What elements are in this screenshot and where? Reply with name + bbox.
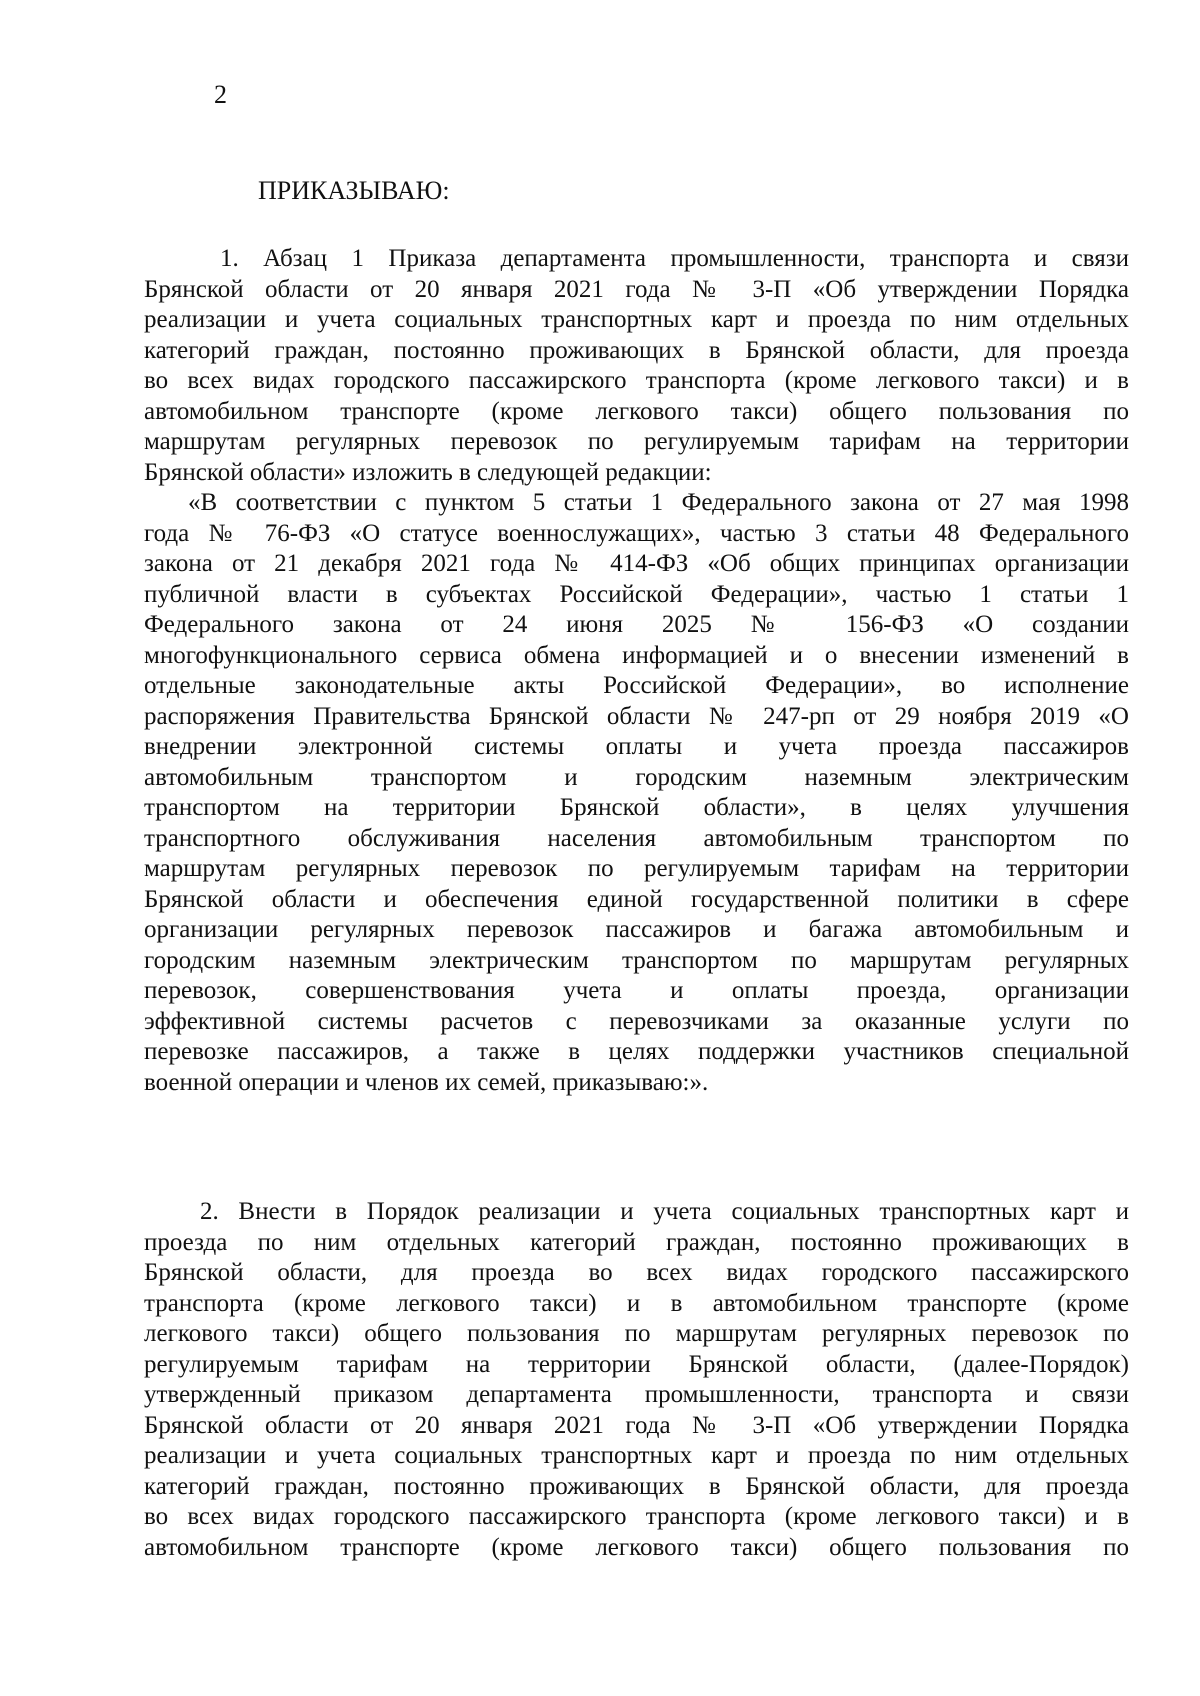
quoted-paragraph-line: года № 76-ФЗ «О статусе военнослужащих», частью 3 статьи 48 Федерального [144, 519, 1129, 547]
quoted-paragraph-line: автомобильным транспортом и городским наземным электрическим [144, 763, 1129, 791]
quoted-paragraph-line: Федерального закона от 24 июня 2025 № 156-ФЗ «О создании [144, 611, 1129, 638]
quoted-paragraph-line: транспортного обслуживания населения автомобильным транспортом по [144, 824, 1129, 852]
quoted-paragraph-line: «В соответствии с пунктом 5 статьи 1 Федерального закона от 27 мая 1998 [188, 489, 1129, 516]
quoted-paragraph-line: организации регулярных перевозок пассажиров и багажа автомобильным и [144, 916, 1129, 943]
item-1-line: 1. Абзац 1 Приказа департамента промышленности, транспорта и связи [220, 245, 1129, 272]
quoted-paragraph-line: перевозок, совершенствования учета и оплаты проезда, организации [144, 977, 1129, 1004]
quoted-paragraph-line: отдельные законодательные акты Российской Федерации», во исполнение [144, 672, 1129, 699]
item-1-line: Брянской области» изложить в следующей редакции: [144, 458, 712, 486]
quoted-paragraph-line: Брянской области и обеспечения единой государственной политики в сфере [144, 885, 1129, 913]
item-1-line: категорий граждан, постоянно проживающих в Брянской области, для проезда [144, 336, 1129, 364]
item-1-line: маршрутам регулярных перевозок по регулируемым тарифам на территории [144, 428, 1129, 455]
item-2-line: Брянской области, для проезда во всех видах городского пассажирского [144, 1259, 1129, 1286]
quoted-paragraph-line: эффективной системы расчетов с перевозчиками за оказанные услуги по [144, 1007, 1129, 1035]
item-1-paragraph [144, 244, 1129, 1098]
item-2-line: транспорта (кроме легкового такси) и в автомобильном транспорте (кроме [144, 1289, 1129, 1317]
item-2-line: во всех видах городского пассажирского транспорта (кроме легкового такси) и в [144, 1503, 1129, 1530]
item-2-line: автомобильном транспорте (кроме легкового такси) общего пользования по [144, 1533, 1129, 1561]
quoted-paragraph-line: закона от 21 декабря 2021 года № 414-ФЗ «Об общих принципах организации [144, 550, 1129, 577]
item-1-line: автомобильном транспорте (кроме легкового такси) общего пользования по [144, 397, 1129, 425]
item-1-line: во всех видах городского пассажирского транспорта (кроме легкового такси) и в [144, 367, 1129, 394]
item-1-line: Брянской области от 20 января 2021 года № 3-П «Об утверждении Порядка [144, 275, 1129, 303]
quoted-paragraph-line: многофункционального сервиса обмена информацией и о внесении изменений в [144, 641, 1129, 669]
quoted-paragraph-line: транспортом на территории Брянской области», в целях улучшения [144, 794, 1129, 821]
item-2-line: реализации и учета социальных транспортных карт и проезда по ним отдельных [144, 1442, 1129, 1469]
item-2-line: 2. Внести в Порядок реализации и учета социальных транспортных карт и [200, 1198, 1129, 1225]
item-2-line: легкового такси) общего пользования по маршрутам регулярных перевозок по [144, 1320, 1129, 1347]
quoted-paragraph-line: внедрении электронной системы оплаты и учета проезда пассажиров [144, 733, 1129, 760]
item-2-line: проезда по ним отдельных категорий граждан, постоянно проживающих в [144, 1228, 1129, 1256]
quoted-paragraph-line: маршрутам регулярных перевозок по регулируемым тарифам на территории [144, 855, 1129, 882]
quoted-paragraph-line: распоряжения Правительства Брянской области № 247-рп от 29 ноября 2019 «О [144, 702, 1129, 730]
quoted-paragraph-line: перевозке пассажиров, а также в целях поддержки участников специальной [144, 1038, 1129, 1065]
item-2-line: Брянской области от 20 января 2021 года № 3-П «Об утверждении Порядка [144, 1411, 1129, 1439]
quoted-paragraph-line: военной операции и членов их семей, приказываю:». [144, 1068, 709, 1096]
item-2-line: утвержденный приказом департамента промышленности, транспорта и связи [144, 1381, 1129, 1408]
item-2-line: категорий граждан, постоянно проживающих в Брянской области, для проезда [144, 1472, 1129, 1500]
quoted-paragraph-line: публичной власти в субъектах Российской Федерации», частью 1 статьи 1 [144, 580, 1129, 608]
order-heading: ПРИКАЗЫВАЮ: [258, 176, 450, 205]
item-2-paragraph [144, 1197, 1129, 1563]
item-2-line: регулируемым тарифам на территории Брянской области, (далее-Порядок) [144, 1350, 1129, 1378]
page-number: 2 [214, 80, 227, 109]
item-1-line: реализации и учета социальных транспортных карт и проезда по ним отдельных [144, 306, 1129, 333]
quoted-paragraph-line: городским наземным электрическим транспортом по маршрутам регулярных [144, 946, 1129, 974]
